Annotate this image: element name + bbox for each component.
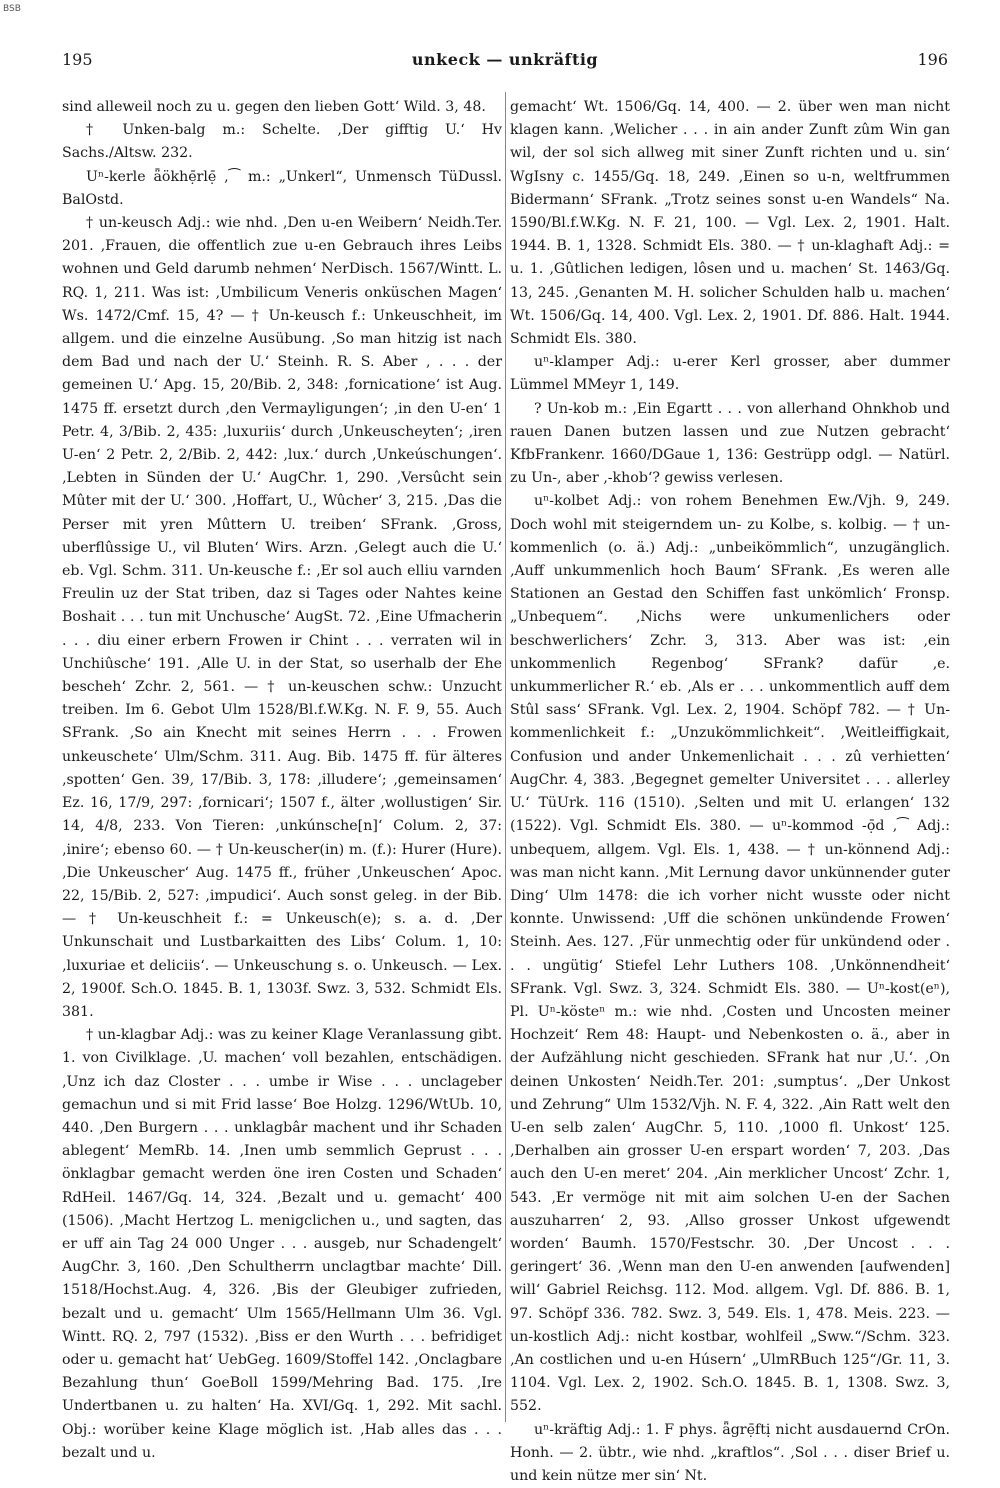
entry-unkolbet: uⁿ-kolbet Adj.: von rohem Benehmen Ew./Vjh. 9, 249. Doch wohl mit steigerndem un- zu Kolbe, s. kolbig. — † un-kommenlich (o. ä.) Adj.: „unbeikömmlich“, unzugänglich. ‚Auff unkummenlich hoch Baum‘ SFrank. ‚Es weren alle Stationen an Gestad den Schiffen fast unkömlich‘ Fronsp. „Unbequem“. ‚Nichs were unkumenlichers oder beschwerlichers‘ Zchr. 3, 313. Aber was ist: ‚ein unkommenlich Regenbog‘ SFrank? dafür ‚e. unkummerlicher R.‘ eb. ‚Als er . . . unkommentlich auff dem Stûl sass‘ SFrank. Vgl. Lex. 2, 1904. Schöpf 782. — † Un-kommenlichkeit f.: „Unzukömmlichkeit“. ‚Weitleiffigkait, Confusion und ander Unkemenlichait . . . zû verhietten‘ AugChr. 4, 383. ‚Begegnet gemelter Universitet . . . allerley U.‘ TüUrk. 116 (1510). ‚Selten und mit U. erlangen‘ 132 (1522). Vgl. Schmidt Els. 380. — uⁿ-kommod -ọ̄d ,⁀ Adj.: unbequem, allgem. Vgl. Els. 1, 438. — † un-könnend Adj.: was man nicht kann. ‚Mit Lernung davor unkünnender guter Ding‘ Ulm 1478: die ich vorher nicht wusste oder nicht konnte. Unwissend: ‚Uff die schönen unkündende Frowen‘ Steinh. Aes. 127. ‚Für unmechtig oder für unkündend oder . . . ungütig‘ Stiefel Lehr Luthers 108. ‚Unkönnendheit‘ SFrank. Vgl. Swz. 3, 324. Schmidt Els. 380. — Uⁿ-kost(eⁿ), Pl. Uⁿ-kösteⁿ m.: wie nhd. ‚Costen und Uncosten meiner Hochzeit‘ Rem 48: Haupt- und Nebenkosten o. ä., aber in der Aufzählung nicht geschieden. SFrank hat nur ‚U.‘. ‚On deinen Unkosten‘ Neidh.Ter. 201: ‚sumptus‘. „Der Unkost und Zehrung“ Ulm 1532/Vjh. N. F. 4, 322. ‚Ain Ratt welt den U-en selb zalen‘ AugChr. 5, 110. ‚1000 fl. Unkost‘ 125. ‚Derhalben ain grosser U-en erspart worden‘ 7, 203. ‚Das auch den U-en meret‘ 204. ‚Ain merklicher Uncost‘ Zchr. 1, 543. ‚Er vermöge nit mit aim solchen U-en der Sachen auszuharren‘ 2, 93. ‚Allso grosser Unkost ufgewendt worden‘ Baumh. 1570/Festschr. 30. ‚Der Uncost . . . geringert‘ 36. ‚Wenn man den U-en anwenden [aufwenden] will‘ Gabriel Reichsg. 112. Mod. allgem. Vgl. Df. 886. B. 1, 97. Schöpf 336. 782. Swz. 3, 549. Els. 1, 478. Meis. 223. — un-kostlich Adj.: nicht kostbar, wohlfeil „Sww.“/Schm. 323. ‚An costlichen und u-en Húsern‘ „UlmRBuch 125“/Gr. 11, 3. 1104. Vgl. Lex. 2, 1902. Sch.O. 1845. B. 1, 1308. Swz. 3, 552. [510,493,950,1415]
page-number-right: 196 [917,50,948,69]
column-divider [505,92,506,1422]
library-stamp: BSB [3,4,21,14]
entry-unkerle: Uⁿ-kerle ǟökhẹ̄rlẹ̄ ,⁀ m.: „Unkerl“, Unmensch TüDussl. BalOstd. [62,168,502,208]
entry-unkraeftig: uⁿ-kräftig Adj.: 1. F phys. ǟgrẹ̄ftị nicht ausdauernd CrOn. Honh. — 2. übtr., wie nhd. „kraftlos“. ‚Sol . . . diser Brief u. und kein nütze mer sin‘ Nt. [510,1421,950,1484]
running-title: unkeck — unkräftig [411,50,599,69]
page-header [62,50,948,76]
entry-un-klagbar: † un-klagbar Adj.: was zu keiner Klage Veranlassung gibt. 1. von Civilklage. ‚U. machen‘ voll bezahlen, entschädigen. ‚Unz ich daz Closter . . . umbe ir Wise . . . unclageber gemachun und si mit Frid lasse‘ Boe Holzg. 1296/WtUb. 10, 440. ‚Den Burgern . . . unklagbâr machent und ihr Schaden ablegent‘ MemRb. 14. ‚Inen umb semmlich Geprust . . . önklagbar gemacht werden öne iren Costen und Schaden‘ RdHeil. 1467/Gq. 14, 324. ‚Bezalt und u. gemacht‘ 400 (1506). ‚Macht Hertzog L. menigclichen u., und sagten, das er uff ain Tag 24 000 Unger . . . ausgeb, nur Schadengelt‘ AugChr. 3, 160. ‚Den Schultherrn unclagtbar machte‘ Dill. 1518/Hochst.Aug. 4, 326. ‚Bis der Gleubiger zufrieden, bezalt und u. gemacht‘ Ulm 1565/Hellmann Ulm 36. Vgl. Wintt. RQ. 2, 797 (1532). ‚Biss er den Wurth . . . befridiget oder u. gemacht hat‘ UebGeg. 1609/Stoffel 142. ‚Onclagbare Bezahlung thun‘ GoeBoll 1599/Mehring Bad. 175. ‚Ire Undertbanen u. zu halten‘ Ha. XVI/Gq. 1, 292. Mit sachl. Obj.: worüber keine Klage möglich ist. ‚Hab alles das . . . bezalt und u. [62,1027,502,1461]
text-paragraph: gemacht‘ Wt. 1506/Gq. 14, 400. — 2. über wen man nicht klagen kann. ‚Welicher . . . in ain ander Zunft zûm Win gan wil, der sol sich allweg mit siner Zunft richten und u. sin‘ WgIsny c. 1455/Gq. 18, 249. ‚Einen so u-n, weltfrummen Bidermann‘ SFrank. „Trotz seines sonst u-en Wandels“ Na. 1590/Bl.f.W.Kg. N. F. 21, 100. — Vgl. Lex. 2, 1901. Halt. 1944. B. 1, 1328. Schmidt Els. 380. — † un-klaghaft Adj.: = u. 1. ‚Gûtlichen ledigen, lôsen und u. machen‘ St. 1463/Gq. 13, 245. ‚Genanten M. H. solicher Schulden halb u. machen‘ Wt. 1506/Gq. 14, 400. Vgl. Lex. 2, 1901. Df. 886. Halt. 1944. Schmidt Els. 380. [510,99,950,348]
text-paragraph: sind alleweil noch zu u. gegen den lieben Gott‘ Wild. 3, 48. [62,99,486,115]
entry-un-keusch: † un-keusch Adj.: wie nhd. ‚Den u-en Weibern‘ Neidh.Ter. 201. ‚Frauen, die offentlich zue u-en Gebrauch ihres Leibs wohnen und Geld darumb nehmen‘ NerDisch. 1567/Wintt. L. RQ. 1, 211. Was ist: ‚Umbilicum Veneris onküschen Magen‘ Ws. 1472/Cmf. 15, 4? — † Un-keusch f.: Unkeuschheit, im allgem. und die einzelne Ausübung. ‚So man hitzig ist nach dem Bad und nach der U.‘ Steinh. R. S. Aber ‚ . . . der gemeinen U.‘ Apg. 15, 20/Bib. 2, 348: ‚fornicatione‘ ist Aug. 1475 ff. ersetzt durch ‚den Vermayligungen‘; ‚in den U-en‘ 1 Petr. 4, 3/Bib. 2, 435: ‚luxuriis‘ durch ‚Unkeuscheyten‘; ‚iren U-en‘ 2 Petr. 2, 2/Bib. 2, 442: ‚lux.‘ durch ‚Unkeúschungen‘. ‚Lebten in Sünden der U.‘ AugChr. 1, 290. ‚Versûcht sein Mûter mit der U.‘ 300. ‚Hoffart, U., Wûcher‘ 3, 215. ‚Das die Perser mit yren Mûttern U. treiben‘ SFrank. ‚Gross, uberflûssige U., vil Bluten‘ Wirs. Arzn. ‚Gelegt auch die U.‘ eb. Vgl. Schm. 311. Un-keusche f.: ‚Er sol auch elliu varnden Freulin uz der Stat triben, daz si Tages oder Nahtes keine Boshait . . . tun mit Unchusche‘ AugSt. 72. ‚Eine Ufmacherin . . . diu einer erbern Frowen ir Chint . . . verraten wil in Unchiûsche‘ 191. ‚Alle U. in der Stat, so userhalb der Ehe bescheh‘ Zchr. 2, 561. — † un-keuschen schw.: Unzucht treiben. Im 6. Gebot Ulm 1528/Bl.f.W.Kg. N. F. 9, 55. Auch SFrank. ‚So ain Knecht mit seines Herrn . . . Frowen unkeuschete‘ Ulm/Schm. 311. Aug. Bib. 1475 ff. für älteres ‚spotten‘ Gen. 39, 17/Bib. 3, 178: ‚illudere‘; ‚gemeinsamen‘ Ez. 16, 17/9, 297: ‚fornicari‘; 1507 f., älter ‚wollustigen‘ Sir. 14, 4/8, 233. Von Tieren: ‚unkúnsche[n]‘ Colum. 2, 37: ‚inire‘; ebenso 60. — † Un-keuscher(in) m. (f.): Hurer (Hure). ‚Die Unkeuscher‘ Aug. 1475 ff., früher ‚Unkeuschen‘ Apoc. 22, 15/Bib. 2, 527: ‚impudici‘. Auch sonst geleg. in der Bib. — † Un-keuschheit f.: = Unkeusch(e); s. a. d. ‚Der Unkunschait und Lustbarkaitten des Libs‘ Colum. 1, 10: ‚luxuriae et deliciis‘. — Unkeuschung s. o. Unkeusch. — Lex. 2, 1900f. Sch.O. 1845. B. 1, 1303f. Swz. 3, 532. Schmidt Els. 381. [62,215,502,1020]
entry-un-kob: ? Un-kob m.: ‚Ein Egartt . . . von allerhand Ohnkhob und rauen Danen butzen lassen und zue Nutzen gebracht‘ KfbFrankenr. 1660/DGaue 1, 136: Gestrüpp odgl. — Natürl. zu Un-, aber ‚-khob‘? gewiss verlesen. [510,400,950,487]
left-column [62,96,502,1461]
entry-unklamper: uⁿ-klamper Adj.: u-erer Kerl grosser, aber dummer Lümmel MMeyr 1, 149. [510,354,950,394]
right-column [510,96,950,1484]
page-number-left: 195 [62,50,93,69]
entry-unken-balg: † Unken-balg m.: Schelte. ‚Der gifftig U.‘ Hv Sachs./Altsw. 232. [62,122,502,162]
